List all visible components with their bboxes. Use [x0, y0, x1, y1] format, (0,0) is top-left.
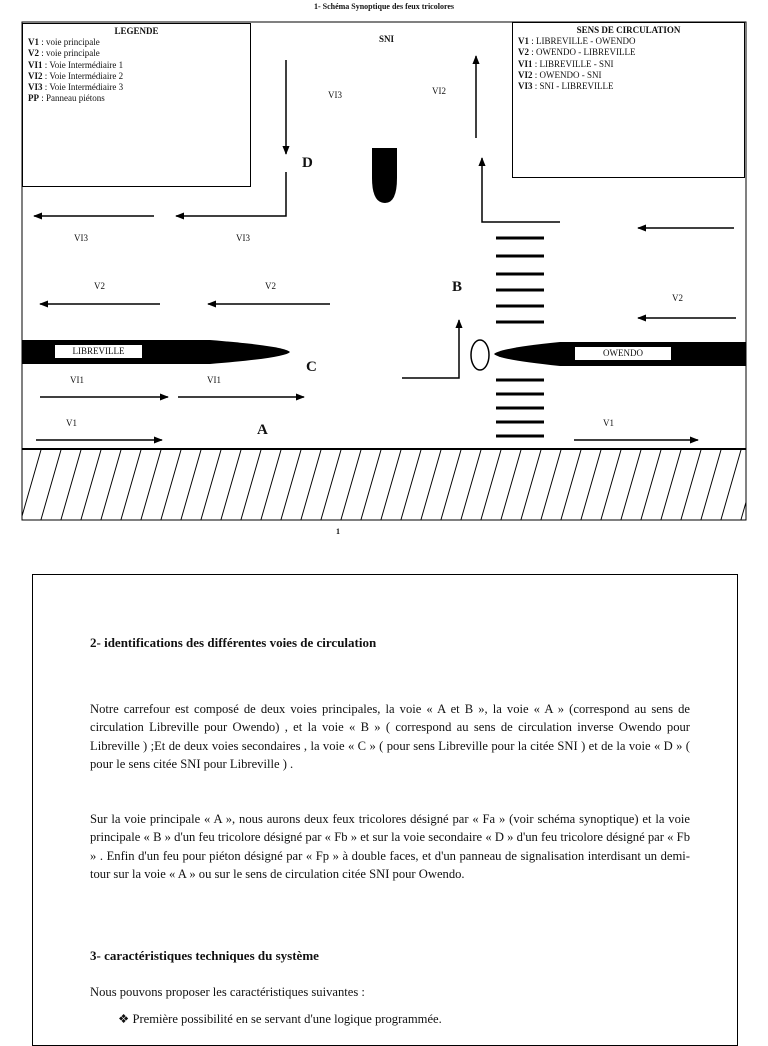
paragraph-2: Sur la voie principale « A », nous aurons deux feux tricolores désigné par « Fa » (voir schéma synoptique) et la voie principale « B » d'un feu tricolore désigné par « Fb » et sur la voie secondaire « D » d'un feu tricolore désigné par « Fb » . Enfin d'un feu pour piéton désigné par « Fp » à double faces, et d'un panneau de signalisation interdisant un demi-tour sur la voie « A » ou sur le sens de circulation citée SNI pour Owendo.: [90, 812, 690, 882]
label-b: B: [452, 279, 463, 295]
label-vi3-left1: VI3: [74, 233, 88, 243]
direction-box: [512, 22, 745, 178]
label-d: D: [302, 155, 313, 171]
direction-item: VI1 : LIBREVILLE - SNI: [518, 58, 614, 69]
crosswalk: [496, 238, 544, 436]
section-3-title: 3- caractéristiques techniques du système: [90, 948, 319, 963]
page-number: 1: [336, 527, 340, 536]
label-sni: SNI: [379, 34, 395, 44]
label-vi3-top: VI3: [328, 90, 342, 100]
city-libreville: LIBREVILLE: [54, 344, 143, 359]
legend-title: LEGENDE: [114, 26, 159, 36]
bullet-item: [118, 1010, 698, 1028]
direction-item: V2 : OWENDO - LIBREVILLE: [518, 47, 636, 58]
label-v2-left2: V2: [265, 281, 276, 291]
top-island: [372, 148, 397, 203]
label-v2-left1: V2: [94, 281, 105, 291]
label-v1-right: V1: [603, 418, 614, 428]
direction-item: VI2 : OWENDO - SNI: [518, 69, 602, 80]
label-vi1-2: VI1: [207, 375, 221, 385]
legend-item: V1 : voie principale: [28, 37, 100, 48]
legend-item: VI1 : Voie Intermédiaire 1: [28, 59, 124, 70]
label-vi1-1: VI1: [70, 375, 84, 385]
bullet-text: Première possibilité en se servant d'une logique programmée.: [132, 1012, 442, 1026]
label-a: A: [257, 422, 268, 438]
label-c: C: [306, 359, 317, 375]
label-v1-left: V1: [66, 418, 77, 428]
label-v2-right: V2: [672, 293, 683, 303]
direction-item: V1 : LIBREVILLE - OWENDO: [518, 36, 636, 47]
city-owendo: OWENDO: [574, 346, 672, 361]
pedestrian-light: [471, 340, 489, 370]
ground-hatch: [22, 449, 746, 520]
legend-item: VI2 : Voie Intermédiaire 2: [28, 70, 124, 81]
direction-item: VI3 : SNI - LIBREVILLE: [518, 81, 614, 92]
direction-title: SENS DE CIRCULATION: [576, 25, 681, 35]
legend-box: [22, 23, 251, 187]
section-2-title: 2- identifications des différentes voies de circulation: [90, 635, 377, 650]
diamond-bullet-icon: ❖: [118, 1012, 133, 1026]
legend-item: PP : Panneau piétons: [28, 93, 105, 104]
arrow-b-turn: [402, 320, 459, 378]
label-vi3-left2: VI3: [236, 233, 250, 243]
legend-item: V2 : voie principale: [28, 48, 100, 59]
legend-item: VI3 : Voie Intermédiaire 3: [28, 82, 124, 93]
diagram-title: 1- Schéma Synoptique des feux tricolores: [313, 2, 455, 11]
paragraph-3: Nous pouvons proposer les caractéristiques suivantes :: [90, 985, 365, 999]
paragraph-1: Notre carrefour est composé de deux voies principales, la voie « A et B », la voie « A » (correspond au sens de circulation Libreville pour Owendo) , et la voie « B » ( correspond au sens de circulation inverse Owendo pour Libreville ) ;Et de deux voies secondaires , la voie « C » ( pour sens Libreville pour la citée SNI ) et de la voie « D » ( pour le sens citée SNI pour Libreville ) .: [90, 702, 690, 772]
label-vi2-top: VI2: [432, 86, 446, 96]
